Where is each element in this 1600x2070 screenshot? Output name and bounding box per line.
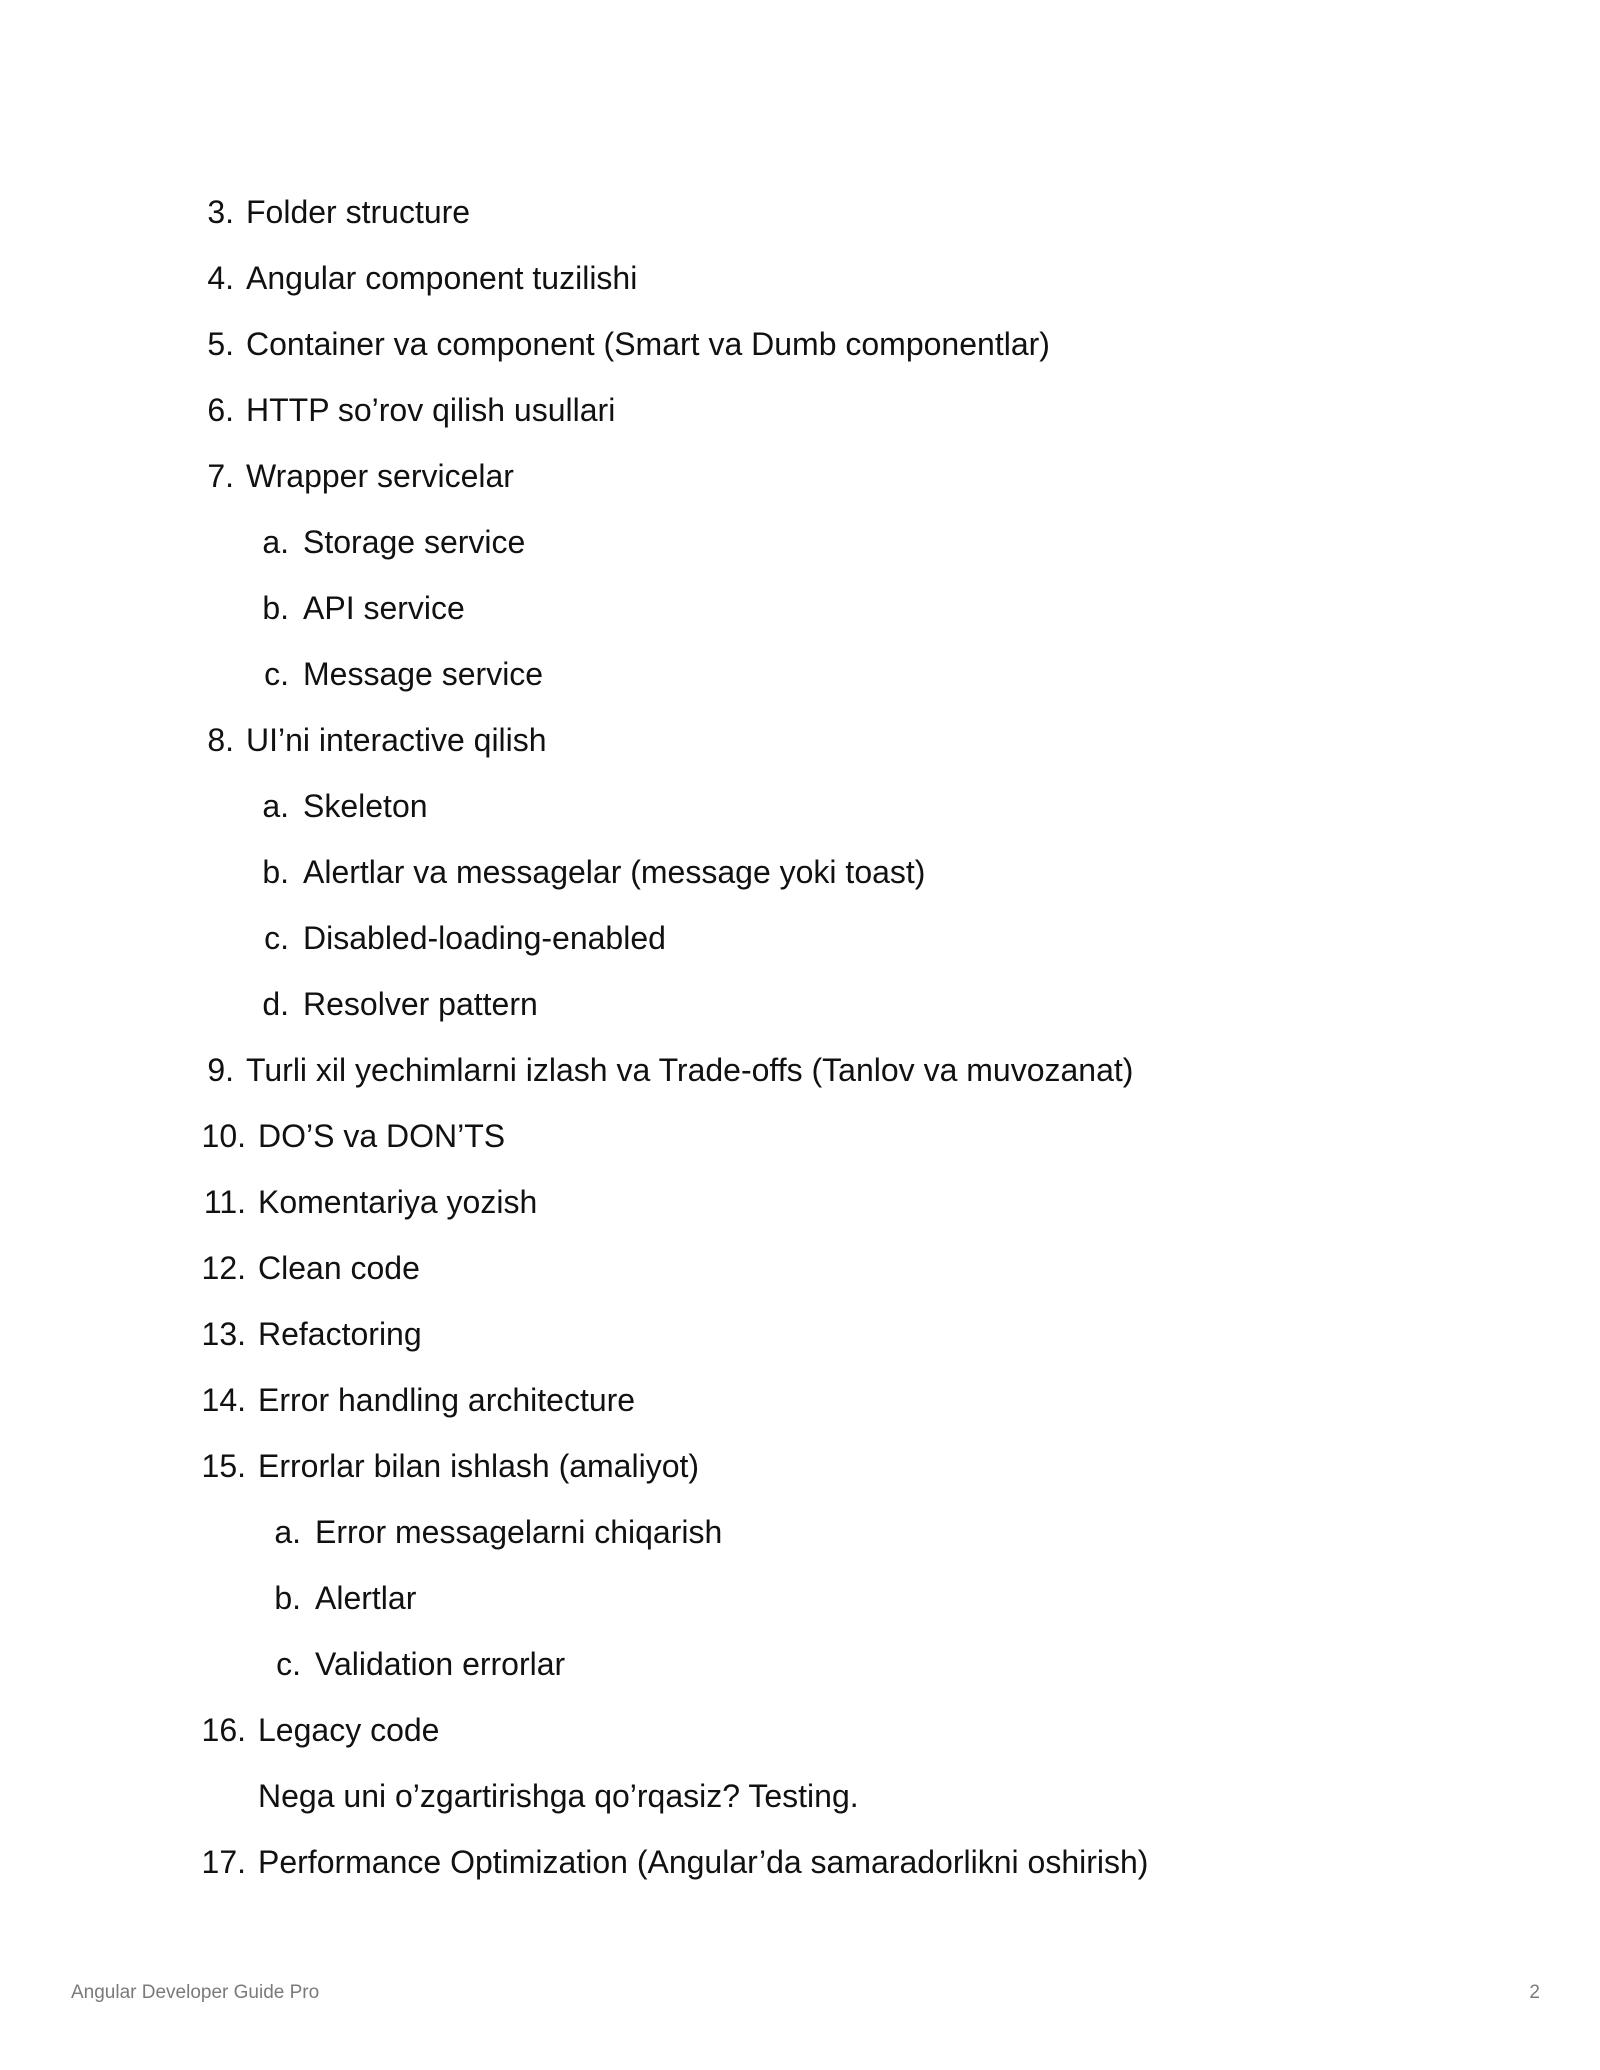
toc-subitem [0,850,1600,916]
toc-item [0,1708,1600,1774]
toc-item [0,1114,1600,1180]
toc-subitem-text: Message service [303,656,544,692]
toc-item-text: Clean code [258,1250,420,1286]
toc-subitem-letter: d. [262,986,289,1022]
toc-item [0,1180,1600,1246]
toc-subitem [0,916,1600,982]
toc-subitem-letter: a. [262,524,289,560]
toc-subitem-text: Error messagelarni chiqarish [315,1514,723,1550]
toc-subitem-text: Storage service [303,524,526,560]
toc-item-text: Folder structure [246,194,471,230]
toc-item-number: 17. [201,1844,246,1880]
toc-subitem [0,586,1600,652]
toc-item [0,388,1600,454]
table-of-contents [0,190,1600,1906]
toc-item [0,190,1600,256]
toc-item-text: HTTP so’rov qilish usullari [246,392,616,428]
toc-subitem-letter: c. [264,920,289,956]
toc-item-text: DO’S va DON’TS [258,1118,506,1154]
toc-subitem-letter: c. [264,656,289,692]
toc-subitem-letter: c. [276,1646,301,1682]
toc-subitem [0,520,1600,586]
toc-item-number: 7. [207,458,234,494]
toc-item [0,1246,1600,1312]
toc-subitem-text: Alertlar [315,1580,417,1616]
toc-item [0,1444,1600,1510]
toc-item [0,1840,1600,1906]
toc-subitem-text: Disabled-loading-enabled [303,920,666,956]
toc-item-note [0,1774,1600,1840]
toc-item-number: 13. [201,1316,246,1352]
toc-subitem-text: Alertlar va messagelar (message yoki toast) [303,854,926,890]
toc-item-number: 16. [201,1712,246,1748]
toc-item-text: Komentariya yozish [258,1184,538,1220]
toc-item-text: Angular component tuzilishi [246,260,638,296]
toc-subitem [0,1510,1600,1576]
toc-subitem-text: Resolver pattern [303,986,538,1022]
toc-item-number: 5. [207,326,234,362]
toc-item-text: Refactoring [258,1316,422,1352]
toc-item [0,256,1600,322]
toc-item-text: Turli xil yechimlarni izlash va Trade-offs (Tanlov va muvozanat) [246,1052,1134,1088]
toc-item-text: Container va component (Smart va Dumb componentlar) [246,326,1050,362]
toc-item-number: 3. [207,194,234,230]
toc-item-number: 11. [203,1184,246,1220]
toc-item-number: 4. [207,260,234,296]
toc-item-text: Legacy code [258,1712,440,1748]
toc-item-text: Wrapper servicelar [246,458,514,494]
toc-item [0,1378,1600,1444]
toc-note-text: Nega uni o’zgartirishga qo’rqasiz? Testing. [258,1778,859,1814]
toc-subitem [0,652,1600,718]
toc-item-number: 8. [207,722,234,758]
toc-item-text: Performance Optimization (Angular’da samaradorlikni oshirish) [258,1844,1149,1880]
toc-subitem-letter: a. [274,1514,301,1550]
toc-item-text: Errorlar bilan ishlash (amaliyot) [258,1448,700,1484]
toc-item-number: 15. [201,1448,246,1484]
toc-subitem-letter: b. [262,590,289,626]
toc-item [0,1312,1600,1378]
toc-subitem-letter: b. [262,854,289,890]
toc-subitem [0,1642,1600,1708]
page-number: 2 [1529,1982,1540,2003]
toc-subitem-letter: b. [274,1580,301,1616]
toc-item-number: 12. [201,1250,246,1286]
toc-subitem [0,784,1600,850]
toc-subitem-letter: a. [262,788,289,824]
toc-item [0,454,1600,520]
toc-item [0,1048,1600,1114]
toc-item-number: 10. [201,1118,246,1154]
toc-subitem-text: API service [303,590,465,626]
toc-subitem-text: Validation errorlar [315,1646,566,1682]
toc-item-number: 6. [207,392,234,428]
toc-item-text: Error handling architecture [258,1382,636,1418]
toc-item [0,322,1600,388]
toc-subitem-text: Skeleton [303,788,428,824]
toc-item-text: UI’ni interactive qilish [246,722,547,758]
toc-subitem [0,1576,1600,1642]
footer-title: Angular Developer Guide Pro [71,1982,320,2003]
toc-subitem [0,982,1600,1048]
toc-item [0,718,1600,784]
toc-item-number: 14. [201,1382,246,1418]
toc-item-number: 9. [207,1052,234,1088]
